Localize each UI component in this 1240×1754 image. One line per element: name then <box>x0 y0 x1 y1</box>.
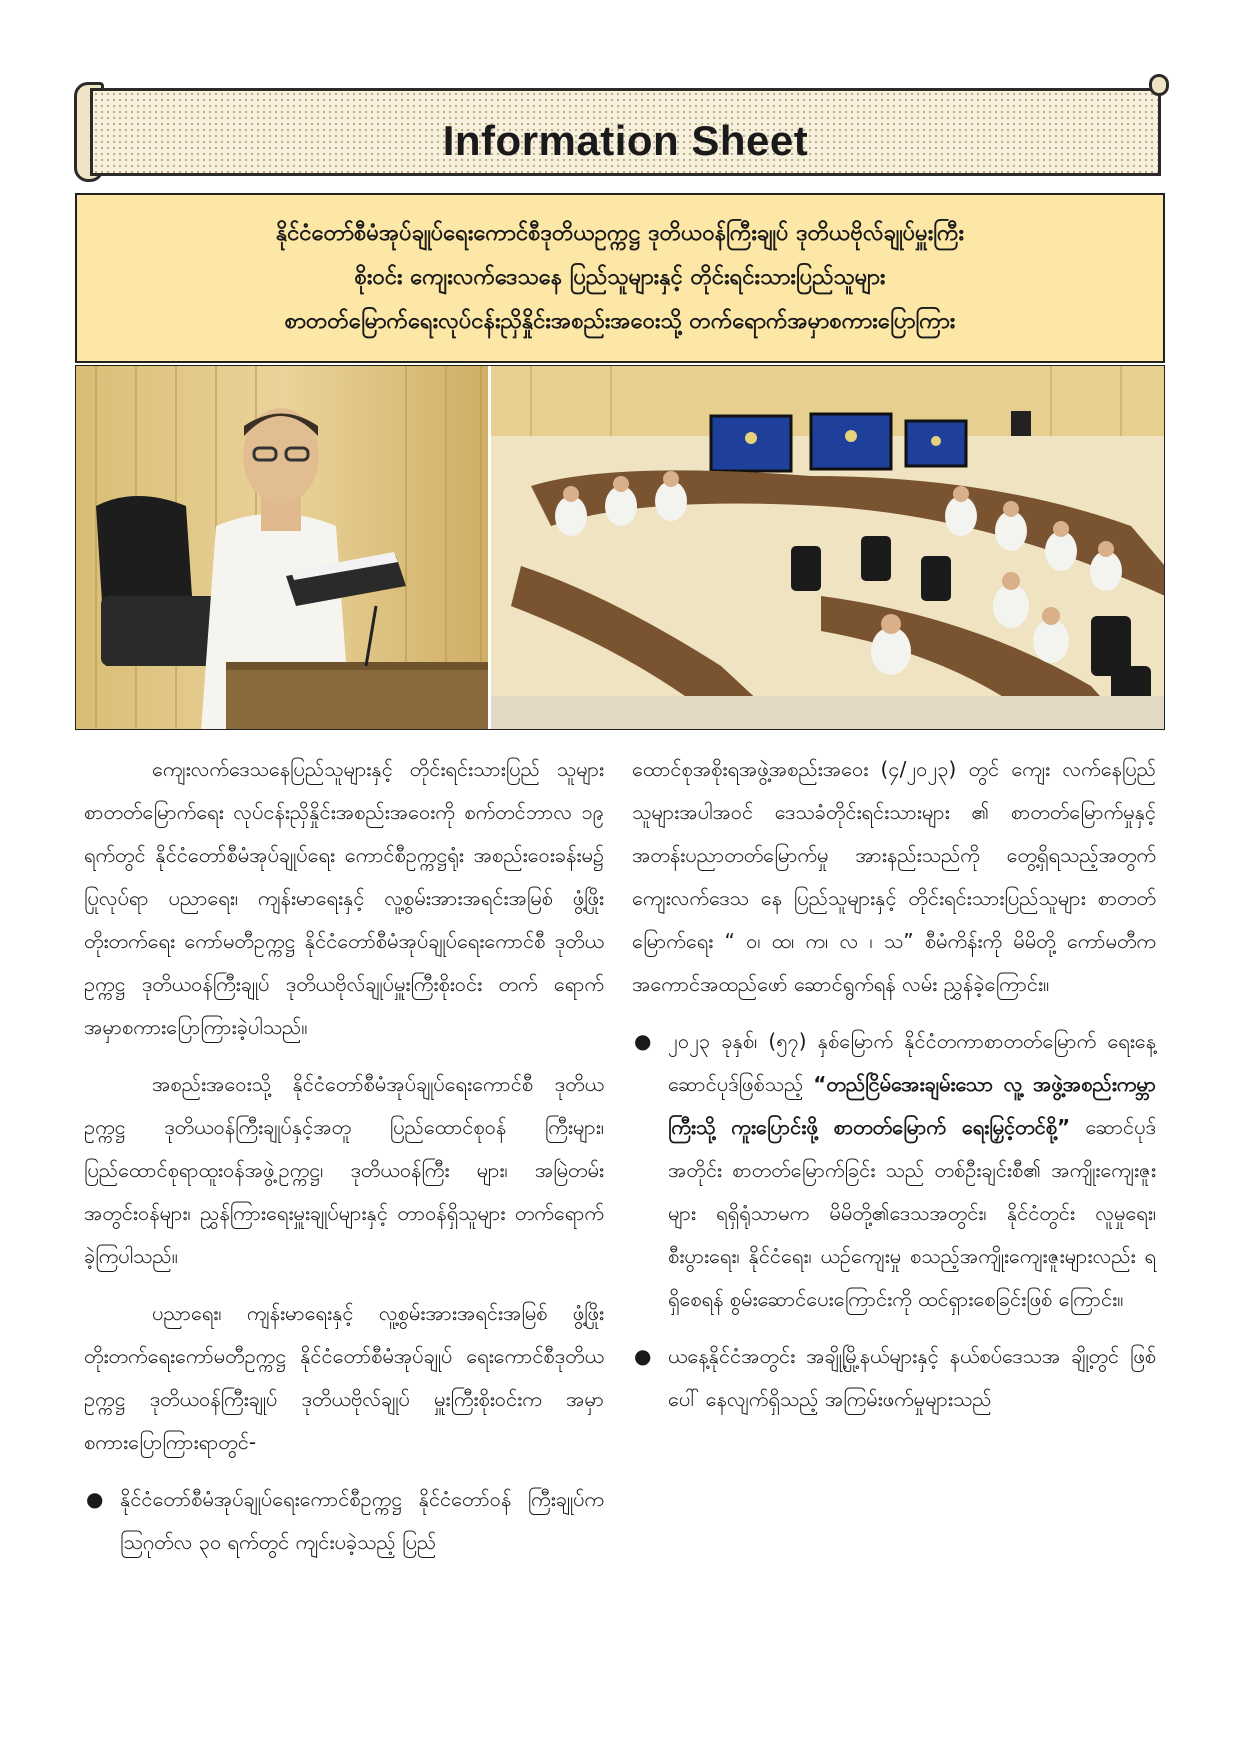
list-item <box>632 1335 1156 1421</box>
paragraph-continued: ထောင်စုအစိုးရအဖွဲ့အစည်းအဝေး (၄/၂၀၂၃) တွင် ကျေး လက်နေပြည်သူများအပါအဝင် ဒေသခံတိုင်းရင်းသားများ ၏ စာတတ်မြောက်မှုနှင့် အတန်းပညာတတ်မြောက်မှု အားနည်းသည်ကို တွေ့ရှိရသည့်အတွက် ကျေးလက်ဒေသ နေ ပြည်သူများနှင့် တိုင်းရင်းသားပြည်သူများ စာတတ် မြောက်ရေး “ ဝ၊ ထ၊ က၊ လ ၊ သ” စီမံကိန်းကို မိမိတို့ ကော်မတီက အကောင်အထည်ဖော် ဆောင်ရွက်ရန် လမ်း ညွှန်ခဲ့ကြောင်း။ <box>632 757 1156 996</box>
title-banner <box>74 82 1169 182</box>
headline-box <box>75 193 1165 363</box>
scroll-curl-right <box>1149 74 1169 96</box>
bullet-text: နိုင်ငံတော်စီမံအုပ်ချုပ်ရေးကောင်စီဥက္ကဋ္ဌ နိုင်ငံတော်ဝန် ကြီးချုပ်က ဩဂုတ်လ ၃၀ ရက်တွင် ကျင်းပခဲ့သည့် ပြည် <box>120 1487 604 1554</box>
bullet-text-post: ဆောင်ပုဒ်အတိုင်း စာတတ်မြောက်ခြင်း သည် တစ်ဦးချင်းစီ၏ အကျိုးကျေးဇူးများ ရရှိရုံသာမက မိမိတို့၏ဒေသအတွင်း၊ နိုင်ငံတွင်း လူမှုရေး၊ စီးပွားရေး၊ နိုင်ငံရေး၊ ယဉ်ကျေးမှု စသည့်အကျိုးကျေးဇူးများလည်း ရ ရှိစေရန် စွမ်းဆောင်ပေးကြောင်းကို ထင်ရှားစေခြင်းဖြစ် ကြောင်း။ <box>668 1115 1156 1311</box>
photo-strip <box>75 365 1165 730</box>
banner-body <box>90 88 1161 176</box>
list-item <box>632 1020 1156 1321</box>
bullet-icon: ● <box>86 1487 104 1511</box>
paragraph-intro: ကျေးလက်ဒေသနေပြည်သူများနှင့် တိုင်းရင်းသားပြည် သူများစာတတ်မြောက်ရေး လုပ်ငန်းညှိနှိုင်းအစည်းအဝေးကို စက်တင်ဘာလ ၁၉ ရက်တွင် နိုင်ငံတော်စီမံအုပ်ချုပ်ရေး ကောင်စီဥက္ကဋ္ဌရုံး အစည်းဝေးခန်းမ၌ ပြုလုပ်ရာ ပညာရေး၊ ကျန်းမာရေးနှင့် လူ့စွမ်းအားအရင်းအမြစ် ဖွံ့ဖြိုးတိုးတက်ရေး ကော်မတီဥက္ကဋ္ဌ နိုင်ငံတော်စီမံအုပ်ချုပ်ရေးကောင်စီ ဒုတိယ ဥက္ကဋ္ဌ ဒုတိယဝန်ကြီးချုပ် ဒုတိယဗိုလ်ချုပ်မှူးကြီးစိုးဝင်း တက် ရောက် အမှာစကားပြောကြားခဲ့ပါသည်။ <box>84 757 604 1039</box>
right-column <box>632 748 1156 1435</box>
page-title: Information Sheet <box>442 117 809 164</box>
paragraph-speech-intro: ပညာရေး၊ ကျန်းမာရေးနှင့် လူ့စွမ်းအားအရင်းအမြစ် ဖွံ့ဖြိုးတိုးတက်ရေးကော်မတီဥက္ကဋ္ဌ နိုင်ငံတော်စီမံအုပ်ချုပ် ရေးကောင်စီဒုတိယဥက္ကဋ္ဌ ဒုတိယဝန်ကြီးချုပ် ဒုတိယဗိုလ်ချုပ် မှူးကြီးစိုးဝင်းက အမှာစကားပြောကြားရာတွင်- <box>84 1301 604 1454</box>
meeting-room-photo <box>491 366 1164 729</box>
bullet-text-pre: ၂၀၂၃ ခုနှစ်၊ (၅၇) နှစ်မြောက် နိုင်ငံတကာစာတတ်မြောက် ရေးနေ့ ဆောင်ပုဒ်ဖြစ်သည့် <box>668 1029 1156 1096</box>
bullet-icon: ● <box>634 1029 652 1053</box>
headline-line-2: စိုးဝင်း ကျေးလက်ဒေသနေ ပြည်သူများနှင့် တိုင်းရင်းသားပြည်သူများ <box>354 265 886 290</box>
left-column <box>84 748 604 1578</box>
list-item <box>84 1478 604 1564</box>
speaker-photo <box>76 366 491 729</box>
headline-line-1: နိုင်ငံတော်စီမံအုပ်ချုပ်ရေးကောင်စီဒုတိယဥက္ကဋ္ဌ ဒုတိယဝန်ကြီးချုပ် ဒုတိယဗိုလ်ချုပ်မှူးကြီး <box>275 221 965 246</box>
bullet-text: ယနေ့နိုင်ငံအတွင်း အချို့မြို့နယ်များနှင့် နယ်စပ်ဒေသအ ချို့တွင် ဖြစ်ပေါ် နေလျက်ရှိသည့် အကြမ်းဖက်မှုများသည် <box>668 1344 1156 1411</box>
paragraph-attendees: အစည်းအဝေးသို့ နိုင်ငံတော်စီမံအုပ်ချုပ်ရေးကောင်စီ ဒုတိယဥက္ကဋ္ဌ ဒုတိယဝန်ကြီးချုပ်နှင့်အတူ ပြည်ထောင်စုဝန် ကြီးများ၊ ပြည်ထောင်စုရာထူးဝန်အဖွဲ့ဥက္ကဋ္ဌ၊ ဒုတိယဝန်ကြီး များ၊ အမြဲတမ်းအတွင်းဝန်များ၊ ညွှန်ကြားရေးမှူးချုပ်များနှင့် တာဝန်ရှိသူများ တက်ရောက်ခဲ့ကြပါသည်။ <box>84 1072 604 1268</box>
bullet-icon: ● <box>634 1344 652 1368</box>
bullet-slogan: “တည်ငြိမ်အေးချမ်းသော လူ့ အဖွဲ့အစည်းကမ္ဘာကြီးသို့ ကူးပြောင်းဖို့ စာတတ်မြောက် ရေးမြှင့်တင်စို့” <box>668 1072 1156 1139</box>
headline-line-3: စာတတ်မြောက်ရေးလုပ်ငန်းညှိနှိုင်းအစည်းအဝေးသို့ တက်ရောက်အမှာစကားပြောကြား <box>284 309 956 334</box>
